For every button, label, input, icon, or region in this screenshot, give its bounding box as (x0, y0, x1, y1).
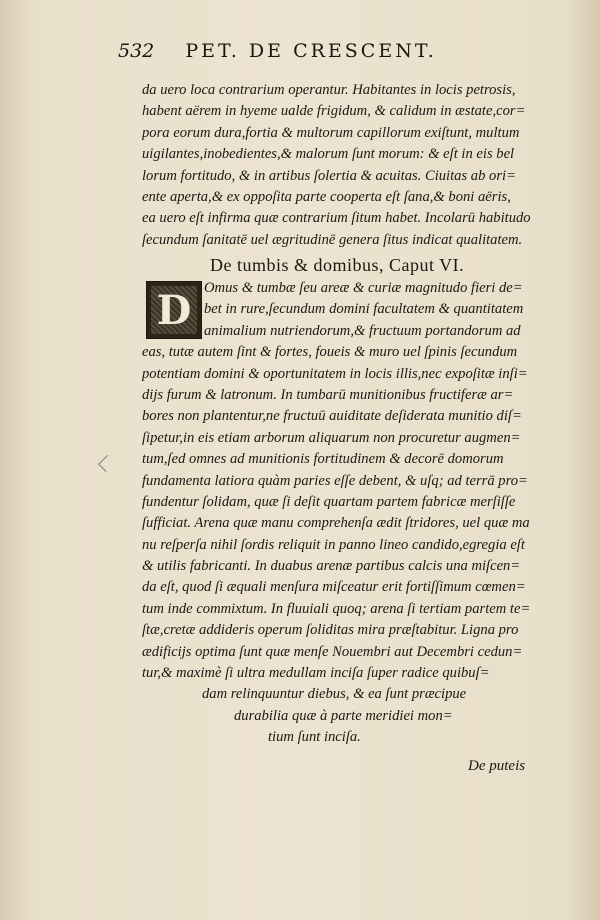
text-line: fundentur ſolidam, quæ ſi deſit quartam partem fabricæ merſiſſe (142, 493, 516, 510)
text-line: & utilis fabricanti. In duabus arenæ partibus calcis una miſcen= (142, 558, 521, 575)
chapter-heading: De tumbis & domibus, Caput VI. (210, 255, 465, 275)
margin-mark (98, 455, 115, 472)
text-line: ſtæ,cretæ addideris operum ſoliditas mira præſtabitur. Ligna pro (142, 622, 519, 639)
text-line: uigilantes,inobedientes,& malorum ſunt morum: & eſt in eis bel (142, 146, 515, 163)
text-line: da eſt, quod ſi æquali menſura miſceatur erit fortiſſimum cœmen= (142, 579, 526, 596)
text-line: nu reſperſa nihil ſordis reliquit in panno lineo candido,egregia eſt (142, 536, 525, 553)
text-line: tum,ſed omnes ad munitionis fortitudinem & decorē domorum (142, 451, 504, 468)
drop-cap-letter: D (151, 286, 197, 334)
text-line: dijs furum & latronum. In tumbarū munitionibus fructiferæ ar= (142, 386, 514, 403)
section-2-text (142, 278, 572, 749)
text-line: potentiam domini & oportunitatem in locis illis,nec expoſitæ inſi= (142, 365, 528, 382)
text-line: habent aërem in hyeme ualde frigidum, & calidum in æstate,cor= (142, 103, 526, 120)
text-line: ente aperta,& ex oppoſita parte cooperta eſt ſana,& boni aëris, (142, 188, 511, 205)
text-line: dam relinquuntur diebus, & ea ſunt præcipue (202, 686, 467, 703)
catchword: De puteis (468, 758, 526, 774)
text-line: bet in rure,ſecundum domini facultatem & quantitatem (204, 301, 524, 318)
text-line: da uero loca contrarium operantur. Habitantes in locis petrosis, (142, 82, 516, 98)
page-number: 532 (118, 40, 155, 62)
running-title: PET. DE CRESCENT. (185, 40, 437, 62)
text-line: eas, tutæ autem ſint & fortes, foueis & muro uel ſpinis ſecundum (142, 344, 518, 361)
text-line: tium ſunt inciſa. (268, 729, 361, 746)
text-line: durabilia quæ à parte meridiei mon= (234, 707, 453, 724)
text-line: ea uero eſt infirma quæ contrarium ſitum habet. Incolarū habitudo (142, 210, 531, 227)
text-line: tum inde commixtum. In fluuiali quoq; arena ſi tertiam partem te= (142, 600, 531, 617)
text-line: ædificijs optima ſunt quæ menſe Nouembri aut Decembri cedun= (142, 643, 523, 660)
text-line: tur,& maximè ſi ultra medullam inciſa ſuper radice quibuſ= (142, 665, 490, 682)
text-line: animalium nutriendorum,& fructuum portandorum ad (204, 322, 521, 339)
text-line: pora eorum dura,fortia & multorum capillorum exiſtunt, multum (142, 124, 520, 141)
text-line: ſufficiat. Arena quæ manu comprehenſa ædit ſtridores, uel quæ ma (142, 515, 530, 532)
text-line: lorum fortitudo, & in artibus ſolertia & acuitas. Ciuitas ab ori= (142, 167, 516, 184)
text-line: ſipetur,in eis etiam arborum aliquarum non procuretur augmen= (142, 429, 521, 446)
running-head (118, 40, 578, 62)
text-line: ſecundum ſanitatē uel ægritudinē genera ſitus indicat qualitatem. (142, 231, 523, 248)
text-line: bores non plantentur,ne fructuū auiditate deſiderata munitio diſ= (142, 408, 522, 425)
section-1-text (142, 80, 572, 251)
text-line: fundamenta latiora quàm paries eſſe debent, & uſq; ad terrā pro= (142, 472, 528, 489)
text-line: Omus & tumbæ ſeu areæ & curiæ magnitudo fieri de= (204, 280, 523, 296)
